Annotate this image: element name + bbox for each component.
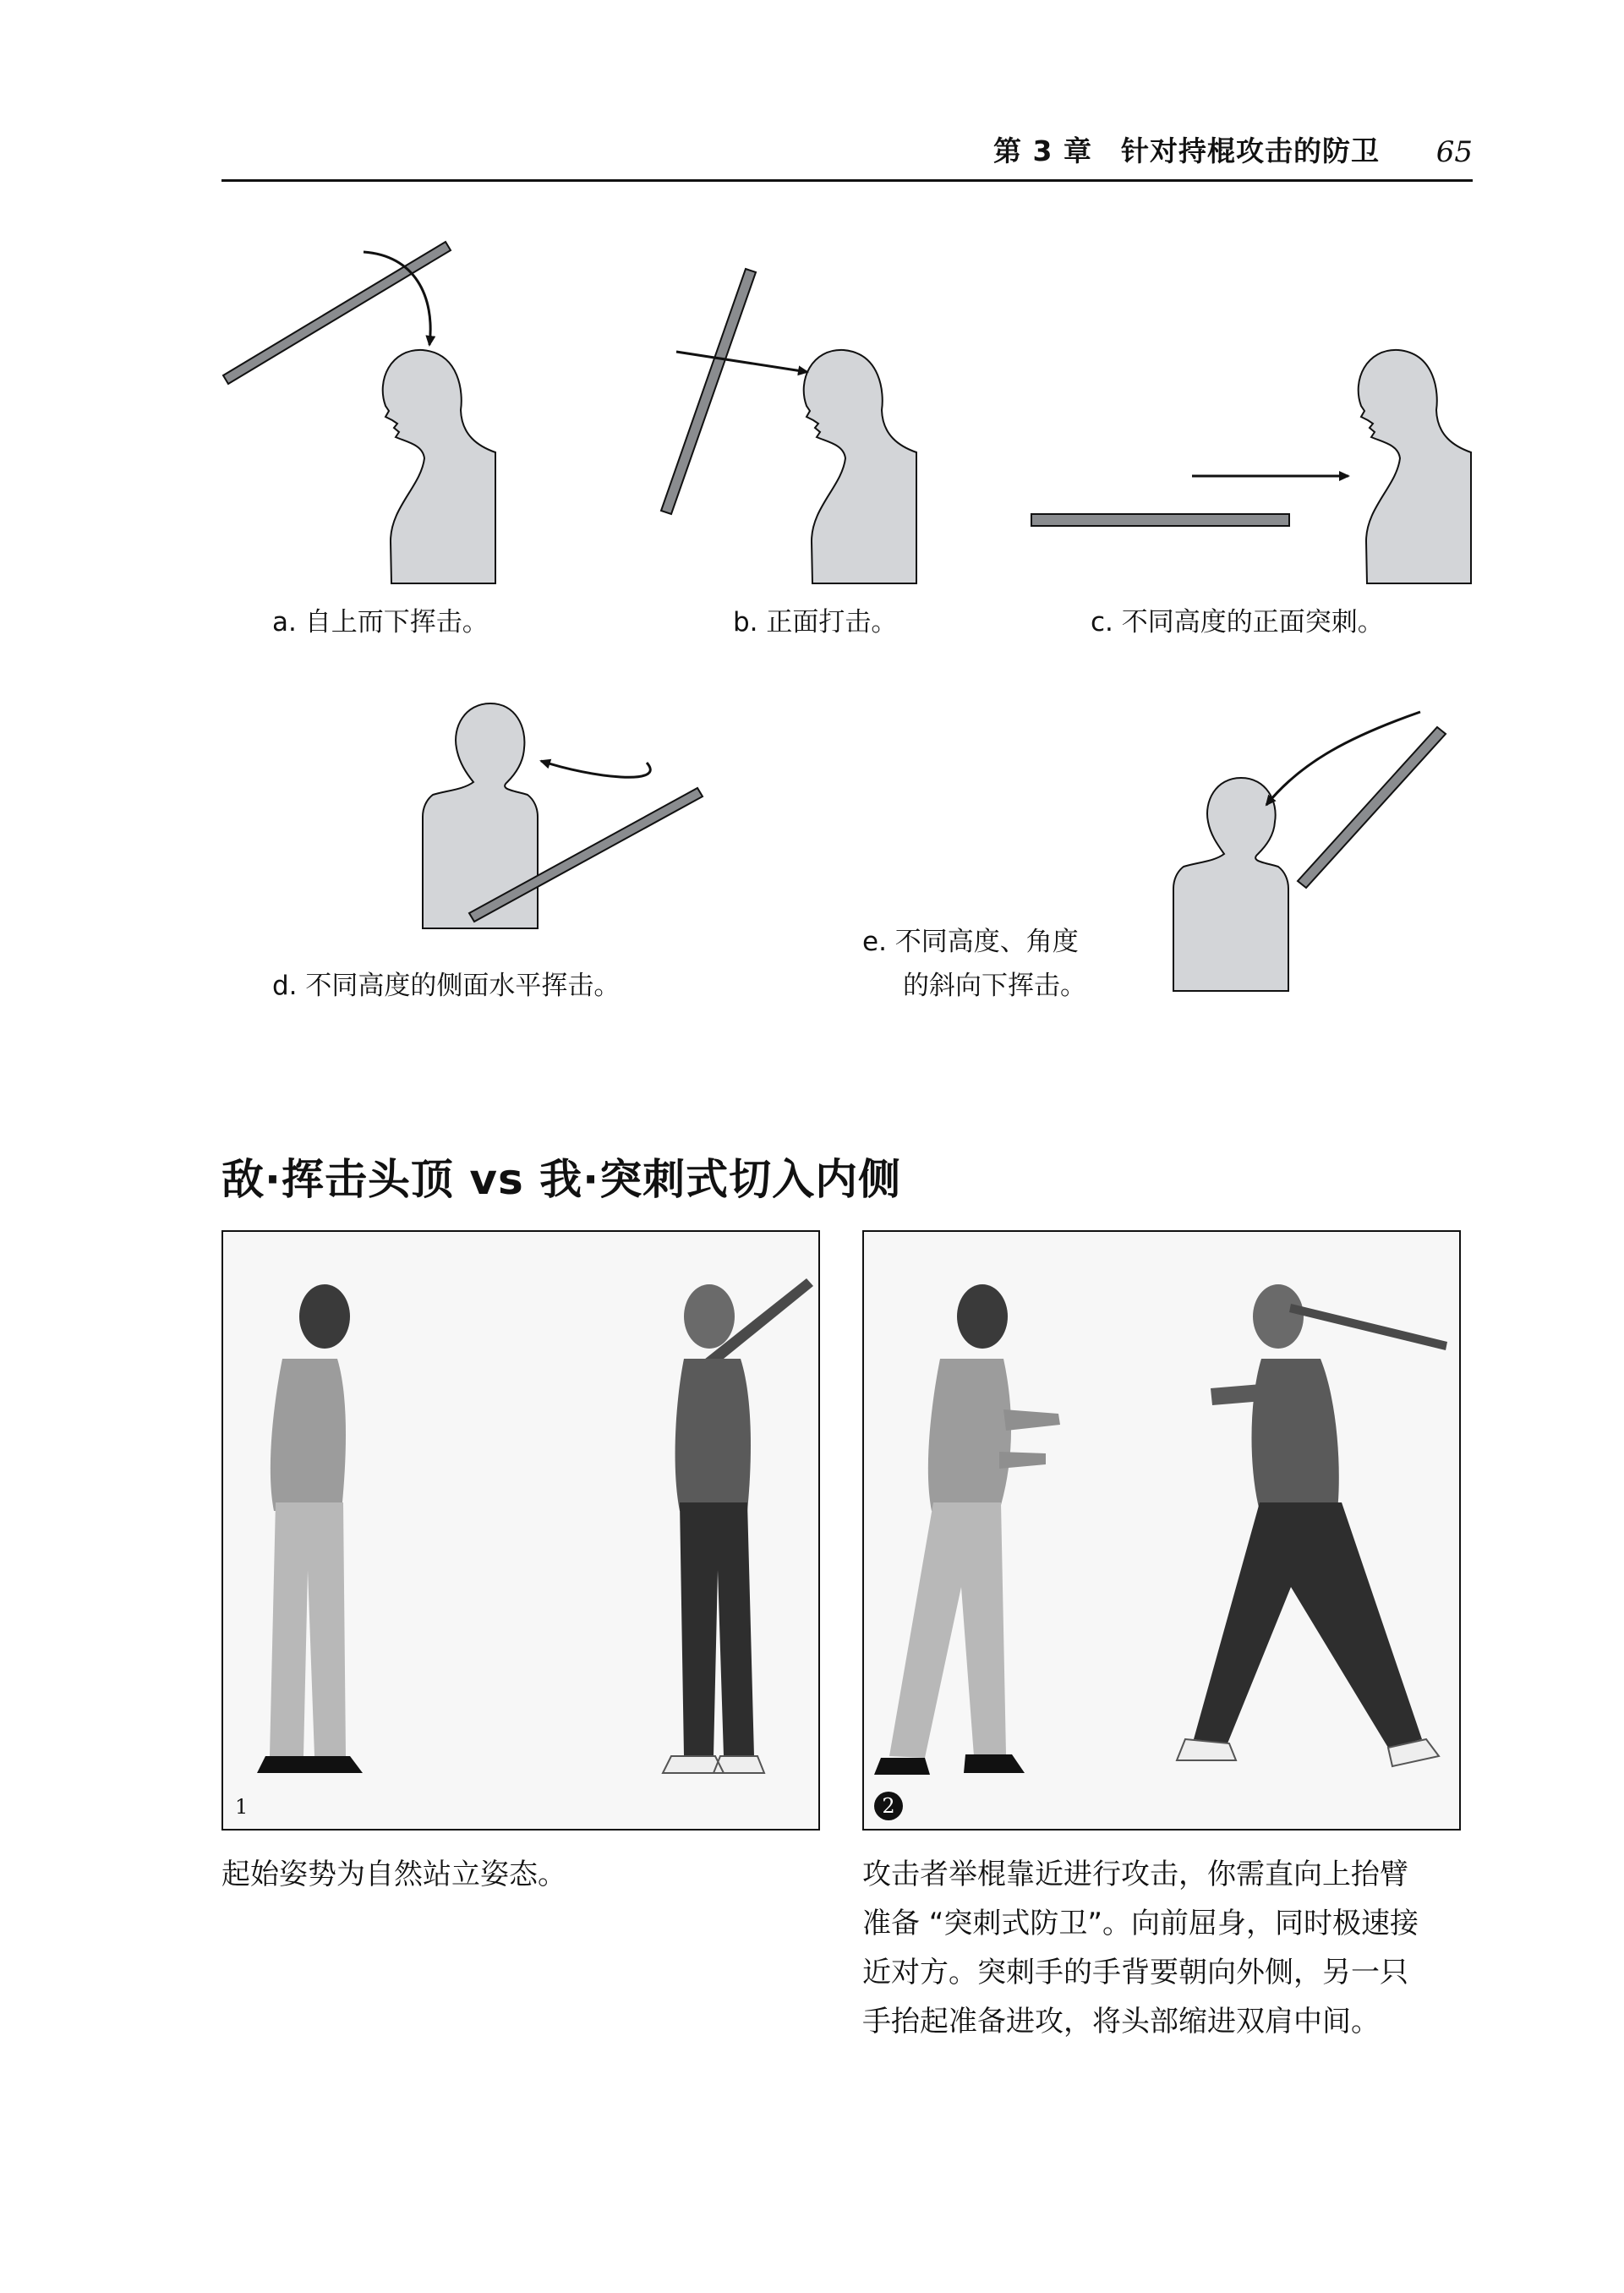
diagram-c xyxy=(1031,350,1471,583)
photo-2-caption-line: 准备 “突刺式防卫”。向前屈身，同时极速接 xyxy=(862,1907,1419,1940)
page-number: 65 xyxy=(1435,135,1473,169)
defender-figure xyxy=(257,1284,363,1773)
profile-silhouette xyxy=(804,350,916,583)
section-title: 敌·挥击头顶 vs 我·突刺式切入内侧 xyxy=(221,1155,902,1204)
photo-1-illustration xyxy=(223,1232,818,1829)
attacker-figure xyxy=(663,1278,813,1773)
defender-figure xyxy=(874,1284,1060,1775)
photo-2 xyxy=(862,1230,1461,1831)
caption-a: a. 自上而下挥击。 xyxy=(272,607,489,638)
photo-2-caption-line: 攻击者举棍靠近进行攻击，你需直向上抬臂 xyxy=(862,1858,1408,1891)
photo-2-illustration xyxy=(864,1232,1459,1829)
caption-b: b. 正面打击。 xyxy=(733,607,898,638)
caption-e-line1: e. 不同高度、角度 xyxy=(862,927,1079,957)
stick xyxy=(1031,514,1289,526)
attacker-figure xyxy=(1177,1284,1447,1766)
stick xyxy=(1298,727,1446,888)
looping-arrow xyxy=(541,761,650,777)
diagram-a xyxy=(223,242,495,583)
stick xyxy=(661,269,756,514)
diagram-b xyxy=(661,269,916,583)
caption-c: c. 不同高度的正面突刺。 xyxy=(1091,607,1384,638)
diagram-e xyxy=(1173,712,1446,991)
diagram-d xyxy=(423,703,703,928)
caption-d: d. 不同高度的侧面水平挥击。 xyxy=(272,971,621,1001)
photo-number-1: 1 xyxy=(235,1795,249,1819)
photo-1-caption: 起始姿势为自然站立姿态。 xyxy=(221,1858,566,1891)
profile-silhouette xyxy=(1359,350,1471,583)
photo-2-caption-line: 手抬起准备进攻，将头部缩进双肩中间。 xyxy=(862,2005,1380,2039)
photo-2-caption-line: 近对方。突刺手的手背要朝向外侧，另一只 xyxy=(862,1956,1408,1989)
profile-silhouette xyxy=(383,350,495,583)
attack-diagrams xyxy=(0,0,1624,1032)
photo-number-2: 2 xyxy=(874,1792,903,1820)
caption-e-line2: 的斜向下挥击。 xyxy=(903,971,1086,1001)
chapter-title: 第 3 章 针对持棍攻击的防卫 xyxy=(993,134,1380,167)
photo-1 xyxy=(221,1230,820,1831)
straight-arrow xyxy=(676,352,807,372)
curved-arrow xyxy=(1266,712,1420,805)
front-silhouette xyxy=(1173,778,1288,991)
photo-2-caption xyxy=(862,1850,1471,2046)
